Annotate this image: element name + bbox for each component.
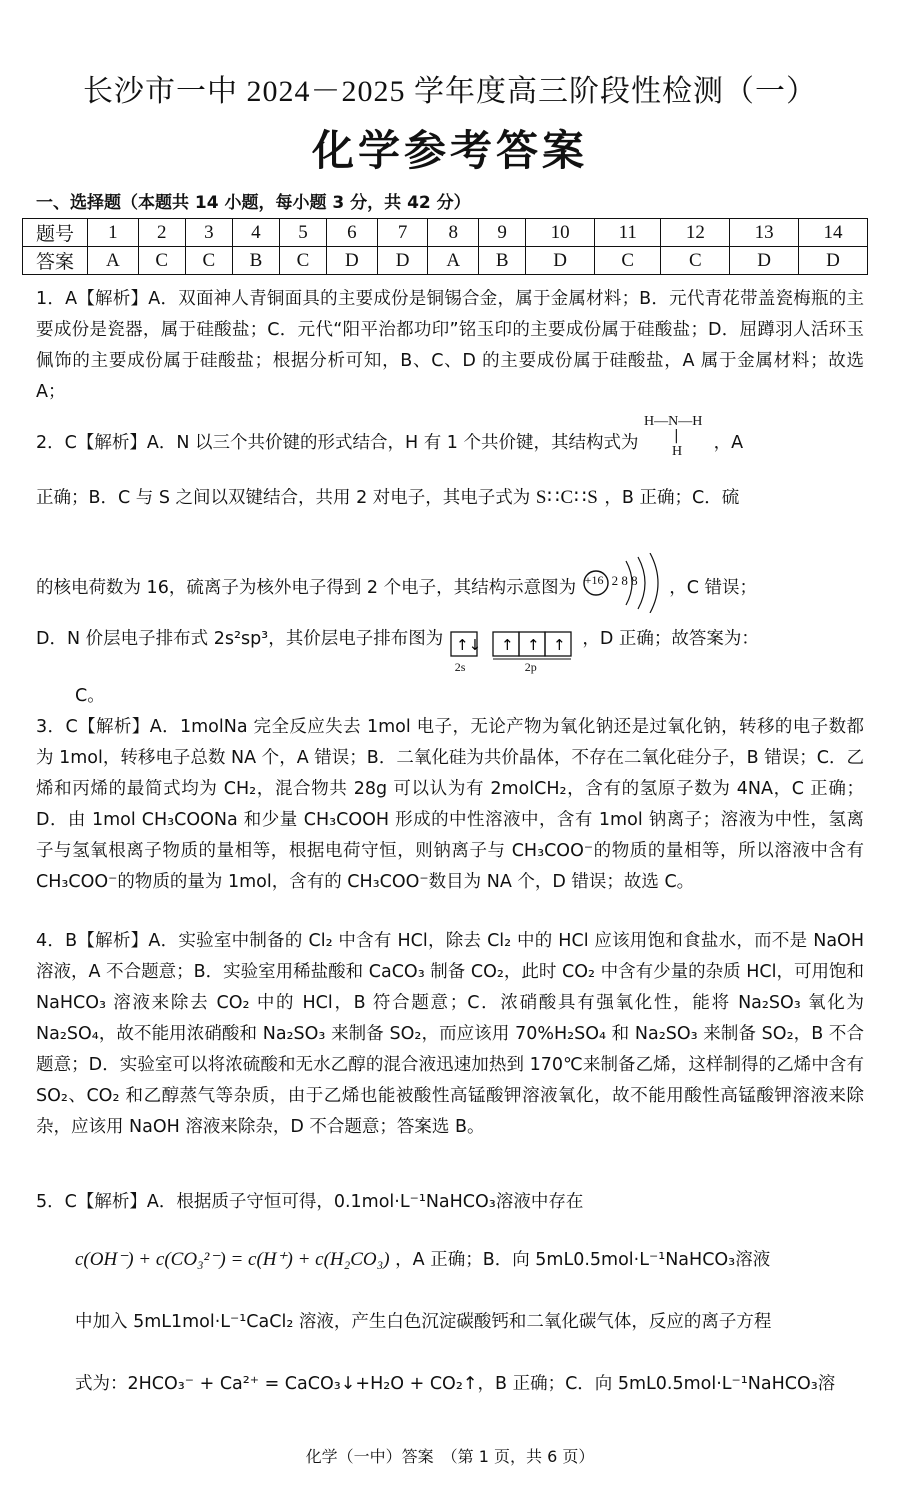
table-cell: D [327,247,378,275]
q2-line1-end: ，A [713,433,744,453]
table-cell: C [279,247,326,275]
table-cell: C [185,247,232,275]
table-cell: 12 [661,219,730,247]
table-cell: 13 [730,219,799,247]
section-heading: 一、选择题（本题共 14 小题，每小题 3 分，共 42 分） [36,193,471,213]
struct-bar: | [674,428,679,444]
table-cell: 6 [327,219,378,247]
q2-line-5: C。 [75,686,105,706]
q2-line4-text: D．N 价层电子排布式 2s²sp³，其价层电子排布图为 [36,629,444,649]
q2-line-3 [36,553,826,613]
shell-electrons: 2 8 8 [611,573,638,588]
nucleus-charge: +16 [584,573,604,587]
table-cell: 8 [428,219,479,247]
table-cell: B [232,247,279,275]
table-cell: 9 [479,219,526,247]
table-cell: 2 [138,219,185,247]
struct-top: H—N—H [644,414,703,429]
table-cell: D [526,247,595,275]
orbital-boxes-icon [449,630,577,660]
q5-line-1: 5．C【解析】A．根据质子守恒可得，0.1mol·L⁻¹NaHCO₃溶液中存在 [36,1192,584,1212]
table-cell: 4 [232,219,279,247]
question-4-explanation [36,926,864,1143]
page-footer: 化学（一中）答案 （第 1 页，共 6 页） [305,1447,595,1466]
q2-line-2 [36,484,826,509]
page-title: 化学参考答案 [311,126,588,175]
q2-line1-text: 2．C【解析】A．N 以三个共价键的形式结合，H 有 1 个共价键，其结构式为 [36,433,639,453]
svg-text:↑: ↑ [552,636,566,654]
orbital-2s-label: 2s [454,660,466,674]
q4-text: 4．B【解析】A．实验室中制备的 Cl₂ 中含有 HCl，除去 Cl₂ 中的 HCl 应该用饱和食盐水，而不是 NaOH 溶液，A 不合题意；B．实验室用稀盐酸和 CaCO₃ 制备 CO₂，此时 CO₂ 中含有少量的杂质 HCl，可用饱和 NaHCO₃ 溶液来除去 CO₂ 中的 HCl，B 符合题意；C．浓硝酸具有强氧化性，能将 Na₂SO₃ 氧化为 Na₂SO₄，故不能用浓硝酸和 Na₂SO₃ 来制备 SO₂，而应该用 70%H₂SO₄ 和 Na₂SO₃ 来制备 SO₂，B 不合题意；D．实验室可以将浓硫酸和无水乙醇的混合液迅速加热到 170℃来制备乙烯，这样制得的乙烯中含有 SO₂、CO₂ 和乙醇蒸气等杂质，由于乙烯也能被酸性高锰酸钾溶液氧化，故不能用酸性高锰酸钾溶液来除杂，应该用 NaOH 溶液来除杂，D 不合题意；答案选 B。 [36,931,864,1137]
q2-line2-end: ，B 正确；C．硫 [604,488,740,508]
table-cell: B [479,247,526,275]
struct-bottom: H [672,444,683,459]
q2-line3-text: 的核电荷数为 16，硫离子为核外电子得到 2 个电子，其结构示意图为 [36,578,577,598]
table-cell: 11 [595,219,661,247]
svg-text:↑↓: ↑↓ [455,636,481,654]
table-cell: 1 [88,219,139,247]
table-cell: D [730,247,799,275]
orbital-diagram [449,630,577,676]
table-cell: 14 [799,219,868,247]
q2-line2-text: 正确；B．C 与 S 之间以双键结合，共用 2 对电子，其电子式为 [36,488,531,508]
table-cell: D [799,247,868,275]
table-cell: C [661,247,730,275]
orbital-2p-label: 2p [524,660,537,674]
q1-text: 1．A【解析】A．双面神人青铜面具的主要成份是铜锡合金，属于金属材料；B．元代青花带盖瓷梅瓶的主要成份是瓷器，属于硅酸盐；C．元代“阳平治都功印”铭玉印的主要成份属于硅酸盐；D．屈蹲羽人活环玉佩饰的主要成份属于硅酸盐；根据分析可知，B、C、D 的主要成份属于硅酸盐，A 属于金属材料；故选 A； [36,289,864,402]
answer-table [22,218,868,275]
q5-line2-end: ，A 正确；B．向 5mL0.5mol·L⁻¹NaHCO₃溶液 [395,1250,771,1270]
table-cell: 10 [526,219,595,247]
sulfide-ion-diagram [582,553,664,613]
exam-title: 长沙市一中 2024－2025 学年度高三阶段性检测（一） [83,75,817,108]
q5-line-2 [75,1246,865,1271]
table-cell: 7 [377,219,428,247]
table-row-numbers [23,219,868,247]
table-cell: D [377,247,428,275]
q2-line4-end: ，D 正确；故答案为： [582,629,759,649]
q2-line3-end: ，C 错误； [669,578,758,598]
q3-text: 3．C【解析】A．1molNa 完全反应失去 1mol 电子，无论产物为氧化钠还是过氧化钠，转移的电子数都为 1mol，转移电子总数 NA 个，A 错误；B．二氧化硅为共价晶体，不存在二氧化硅分子，B 错误；C．乙烯和丙烯的最简式均为 CH₂，混合物共 28g 可以认为有 2molCH₂，含有的氢原子数为 4NA，C 正确；D．由 1mol CH₃COONa 和少量 CH₃COOH 形成的中性溶液中，含有 1mol 钠离子；溶液为中性，氢离子与氢氧根离子物质的量相等，根据电荷守恒，则钠离子与 CH₃COO⁻的物质的量相等，所以溶液中含有 CH₃COO⁻的物质的量为 1mol，含有的 CH₃COO⁻数目为 NA 个，D 错误；故选 C。 [36,717,864,892]
table-cell: C [595,247,661,275]
table-cell: C [138,247,185,275]
q5-line-3: 中加入 5mL1mol·L⁻¹CaCl₂ 溶液，产生白色沉淀碳酸钙和二氧化碳气体，反应的离子方程 [75,1312,772,1332]
proton-conservation-equation: c(OH⁻) + c(CO₃²⁻) = c(H⁺) + c(H₂CO₃) [75,1249,390,1270]
table-cell: A [88,247,139,275]
q2-line-1 [36,414,826,464]
question-1-explanation [36,284,864,408]
q5-line-4: 式为：2HCO₃⁻ + Ca²⁺ = CaCO₃↓+H₂O + CO₂↑，B 正确；C．向 5mL0.5mol·L⁻¹NaHCO₃溶 [75,1374,836,1394]
svg-text:↑: ↑ [526,636,540,654]
q2-line-4 [36,625,826,676]
nh3-structure [644,414,708,464]
table-cell: A [428,247,479,275]
table-cell: 3 [185,219,232,247]
question-3-explanation [36,712,864,898]
svg-text:↑: ↑ [500,636,514,654]
row-label-number: 题号 [23,219,88,247]
table-cell: 5 [279,219,326,247]
table-row-answers [23,247,868,275]
row-label-answer: 答案 [23,247,88,275]
cs2-electron-formula: S∷C∷S [535,487,599,508]
